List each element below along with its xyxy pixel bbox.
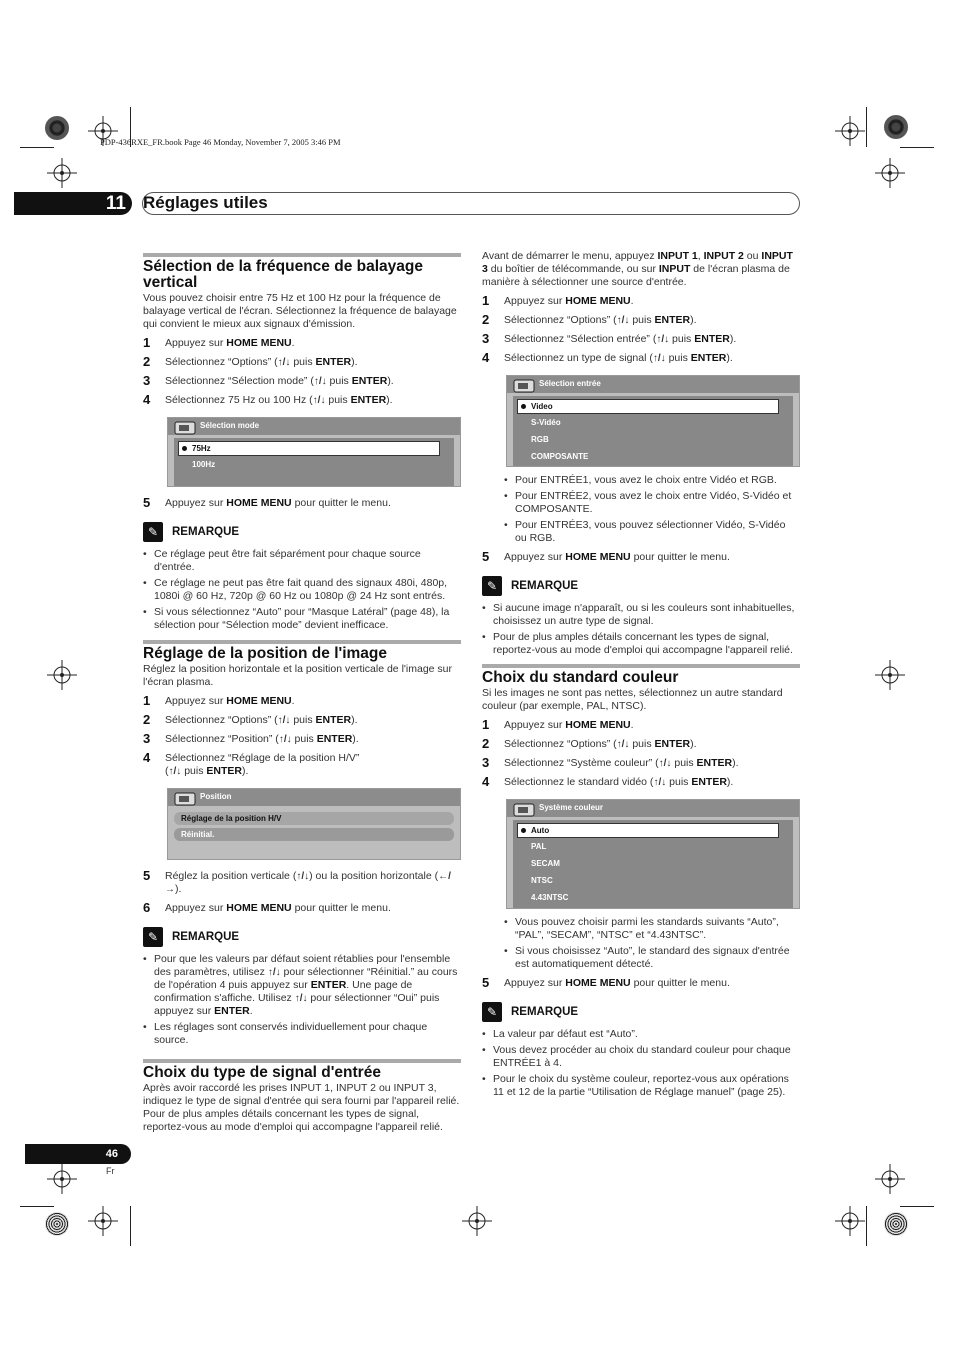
- osd-body: [513, 396, 793, 466]
- note-header: [482, 576, 800, 598]
- page-number: 46: [25, 1144, 131, 1164]
- section-color-standard: [482, 664, 800, 1099]
- osd-option[interactable]: 100Hz: [192, 460, 216, 469]
- up-down-arrow-icon: ↑/↓: [267, 967, 281, 978]
- note-item: • Pour de plus amples détails concernant les types de signal, reportez-vous au mode d'emploi qui accompagne l'appareil relié.: [482, 631, 800, 657]
- left-column: [143, 253, 461, 1134]
- crosshair-mark: [835, 116, 865, 146]
- osd-option[interactable]: 4.43NTSC: [531, 893, 569, 902]
- step-5: 5 Appuyez sur HOME MENU pour quitter le menu.: [482, 549, 730, 564]
- up-down-arrow-icon: ↑/↓: [652, 353, 666, 364]
- note-item: • Si aucune image n'apparaît, ou si les couleurs sont inhabituelles, choisissez un autre type de signal.: [482, 602, 800, 628]
- crop-line: [866, 107, 867, 147]
- note-item: • La valeur par défaut est “Auto”.: [482, 1028, 800, 1041]
- step-2: 2 Sélectionnez “Options” (↑/↓ puis ENTER).: [143, 354, 358, 369]
- registration-mark: [884, 115, 908, 139]
- step-1: 1 Appuyez sur HOME MENU.: [482, 717, 634, 732]
- osd-option-selected[interactable]: Réglage de la position H/V: [174, 812, 454, 825]
- crop-line: [20, 147, 54, 148]
- step-4: 4 Sélectionnez un type de signal (↑/↓ puis ENTER).: [482, 350, 733, 365]
- note-header: [143, 522, 461, 544]
- note-header: [482, 1002, 800, 1024]
- up-down-arrow-icon: ↑/↓: [312, 395, 326, 406]
- menu-remote-icon: [512, 801, 538, 818]
- osd-title: Sélection mode: [168, 418, 460, 435]
- section-rule: [143, 1059, 461, 1063]
- input-options-list: [482, 474, 800, 545]
- pencil-note-icon: ✎: [482, 1002, 502, 1022]
- step-2: 2 Sélectionnez “Options” (↑/↓ puis ENTER).: [143, 712, 358, 727]
- crop-line: [20, 1206, 54, 1207]
- osd-body: [174, 438, 454, 486]
- note-list: [482, 602, 800, 657]
- color-options-list: [482, 916, 800, 971]
- osd-selection-mode: [167, 417, 461, 487]
- section-intro: Réglez la position horizontale et la position verticale de l'image sur l'écran plasma.: [143, 663, 453, 688]
- up-down-arrow-icon: ↑/↓: [168, 766, 182, 777]
- osd-option[interactable]: COMPOSANTE: [531, 452, 589, 461]
- list-item: • Pour ENTRÉE3, vous pouvez sélectionner Vidéo, S-Vidéo ou RGB.: [504, 519, 800, 545]
- section-image-position: [143, 640, 461, 1047]
- note-list: [143, 953, 461, 1047]
- list-item: • Si vous choisissez “Auto”, le standard des signaux d'entrée est automatiquement détecté.: [504, 945, 800, 971]
- up-down-arrow-icon: ↑/↓: [294, 993, 308, 1004]
- language-code: Fr: [106, 1166, 115, 1176]
- left-right-arrow-icon: ←/→: [165, 871, 451, 895]
- list-item: • Pour ENTRÉE1, vous avez le choix entre Vidéo et RGB.: [504, 474, 800, 487]
- up-down-arrow-icon: ↑/↓: [296, 871, 310, 882]
- osd-option[interactable]: PAL: [531, 842, 547, 851]
- crosshair-mark: [835, 1206, 865, 1236]
- note-header: [143, 927, 461, 949]
- crop-line: [900, 1206, 934, 1207]
- osd-input-selection: [506, 375, 800, 467]
- up-down-arrow-icon: ↑/↓: [278, 734, 292, 745]
- up-down-arrow-icon: ↑/↓: [616, 315, 630, 326]
- osd-title: Système couleur: [507, 800, 799, 817]
- osd-option[interactable]: SECAM: [531, 859, 560, 868]
- section-continuation: Avant de démarrer le menu, appuyez INPUT 1, INPUT 2 ou INPUT 3 du boîtier de télécommande, ou sur INPUT de l'écran plasma de manière à sélectionner une source d'entrée.: [482, 250, 793, 288]
- section-rule: [143, 253, 461, 257]
- osd-title: Sélection entrée: [507, 376, 799, 393]
- section-rule: [143, 640, 461, 644]
- step-5: 5 Réglez la position verticale (↑/↓) ou la position horizontale (←/→).: [143, 868, 451, 895]
- note-label: REMARQUE: [511, 1006, 579, 1018]
- step-3: 3 Sélectionnez “Position” (↑/↓ puis ENTER).: [143, 731, 359, 746]
- step-5: 5 Appuyez sur HOME MENU pour quitter le menu.: [482, 975, 730, 990]
- section-title: Réglage de la position de l'image: [143, 645, 387, 662]
- step-2: 2 Sélectionnez “Options” (↑/↓ puis ENTER).: [482, 312, 697, 327]
- note-item: • Les réglages sont conservés individuellement pour chaque source.: [143, 1021, 461, 1047]
- osd-option[interactable]: RGB: [531, 435, 549, 444]
- crosshair-mark: [875, 1164, 905, 1194]
- section-vertical-frequency: [143, 253, 461, 632]
- osd-option-selected[interactable]: 75Hz: [178, 441, 440, 456]
- section-title: Choix du standard couleur: [482, 669, 679, 686]
- step-1: 1 Appuyez sur HOME MENU.: [482, 293, 634, 308]
- note-label: REMARQUE: [511, 580, 579, 592]
- up-down-arrow-icon: ↑/↓: [277, 357, 291, 368]
- up-down-arrow-icon: ↑/↓: [658, 758, 672, 769]
- section-intro: Si les images ne sont pas nettes, sélectionnez un autre standard couleur (par exemple, PAL, NTSC).: [482, 687, 783, 712]
- step-3: 3 Sélectionnez “Système couleur” (↑/↓ puis ENTER).: [482, 755, 739, 770]
- crosshair-mark: [47, 660, 77, 690]
- step-3: 3 Sélectionnez “Sélection mode” (↑/↓ puis ENTER).: [143, 373, 394, 388]
- right-column: [482, 250, 800, 1102]
- step-1: 1 Appuyez sur HOME MENU.: [143, 335, 295, 350]
- step-4: 4 Sélectionnez le standard vidéo (↑/↓ puis ENTER).: [482, 774, 734, 789]
- chapter-number: 11: [14, 192, 132, 215]
- section-rule: [482, 664, 800, 668]
- note-item: • Pour que les valeurs par défaut soient rétablies pour l'ensemble des paramètres, utilisez ↑/↓ pour sélectionner “Réinitial.” au cours de l'opération 4 puis appuyez sur ENTER. Une page de confirmation s'affiche. Utilisez ↑/↓ pour sélectionner “Oui” puis appuyez sur ENTER.: [143, 953, 461, 1018]
- section-title: Choix du type de signal d'entrée: [143, 1064, 381, 1081]
- step-5: 5 Appuyez sur HOME MENU pour quitter le menu.: [143, 495, 391, 510]
- osd-option[interactable]: Réinitial.: [174, 828, 454, 841]
- up-down-arrow-icon: ↑/↓: [277, 715, 291, 726]
- step-3: 3 Sélectionnez “Sélection entrée” (↑/↓ puis ENTER).: [482, 331, 737, 346]
- crop-line: [130, 1206, 131, 1246]
- note-item: • Pour le choix du système couleur, reportez-vous aux opérations 11 et 12 de la partie “Utilisation de Réglage manuel” (page 25).: [482, 1073, 800, 1099]
- up-down-arrow-icon: ↑/↓: [653, 777, 667, 788]
- chapter-title: Réglages utiles: [143, 193, 268, 212]
- menu-remote-icon: [512, 377, 538, 394]
- step-4: 4 Sélectionnez “Réglage de la position H/V” (↑/↓ puis ENTER).: [143, 750, 360, 777]
- step-1: 1 Appuyez sur HOME MENU.: [143, 693, 295, 708]
- section-title: Sélection de la fréquence de balayage vertical: [143, 258, 423, 291]
- osd-option[interactable]: NTSC: [531, 876, 553, 885]
- step-4: 4 Sélectionnez 75 Hz ou 100 Hz (↑/↓ puis ENTER).: [143, 392, 393, 407]
- note-label: REMARQUE: [172, 526, 240, 538]
- list-item: • Pour ENTRÉE2, vous avez le choix entre Vidéo, S-Vidéo et COMPOSANTE.: [504, 490, 800, 516]
- menu-remote-icon: [173, 419, 199, 436]
- section-intro: Vous pouvez choisir entre 75 Hz et 100 Hz pour la fréquence de balayage vertical de l'écran. Sélectionnez la fréquence de balayage qui convient le mieux aux signaux d'émission.: [143, 292, 457, 330]
- up-down-arrow-icon: ↑/↓: [313, 376, 327, 387]
- pencil-note-icon: ✎: [482, 576, 502, 596]
- pencil-note-icon: ✎: [143, 927, 163, 947]
- print-header: PDP-436RXE_FR.book Page 46 Monday, November 7, 2005 3:46 PM: [100, 137, 341, 147]
- osd-option-selected[interactable]: Video: [517, 399, 779, 414]
- up-down-arrow-icon: ↑/↓: [656, 334, 670, 345]
- osd-position: [167, 788, 461, 860]
- registration-mark: [884, 1212, 908, 1236]
- osd-option-selected[interactable]: Auto: [517, 823, 779, 838]
- note-item: • Ce réglage ne peut pas être fait quand des signaux 480i, 480p, 1080i @ 60 Hz, 720p @ 60 Hz ou 1080p @ 24 Hz sont entrés.: [143, 577, 461, 603]
- list-item: • Vous pouvez choisir parmi les standards suivants “Auto”, “PAL”, “SECAM”, “NTSC” et “4.43NTSC”.: [504, 916, 800, 942]
- registration-mark: [45, 1212, 69, 1236]
- note-list: [143, 548, 461, 632]
- osd-body: [513, 820, 793, 908]
- note-list: [482, 1028, 800, 1099]
- section-input-signal-type: [143, 1059, 461, 1134]
- note-item: • Vous devez procéder au choix du standard couleur pour chaque ENTRÉE1 à 4.: [482, 1044, 800, 1070]
- crosshair-mark: [462, 1206, 492, 1236]
- crosshair-mark: [875, 660, 905, 690]
- up-down-arrow-icon: ↑/↓: [616, 739, 630, 750]
- step-2: 2 Sélectionnez “Options” (↑/↓ puis ENTER).: [482, 736, 697, 751]
- crosshair-mark: [47, 1164, 77, 1194]
- pencil-note-icon: ✎: [143, 522, 163, 542]
- crosshair-mark: [88, 1206, 118, 1236]
- note-item: • Si vous sélectionnez “Auto” pour “Masque Latéral” (page 48), la sélection pour “Sélection mode” devient inefficace.: [143, 606, 461, 632]
- section-intro: Après avoir raccordé les prises INPUT 1, INPUT 2 ou INPUT 3, indiquez le type de signal d'entrée qui sera fourni par l'appareil relié. Pour de plus amples détails concernant les types de signal, reportez-vous au mode d'emploi qui accompagne l'appareil relié.: [143, 1082, 460, 1133]
- menu-remote-icon: [173, 790, 199, 807]
- crop-line: [900, 147, 934, 148]
- crosshair-mark: [47, 158, 77, 188]
- step-6: 6 Appuyez sur HOME MENU pour quitter le menu.: [143, 900, 391, 915]
- registration-mark: [45, 116, 69, 140]
- osd-color-system: [506, 799, 800, 909]
- osd-option[interactable]: S-Vidéo: [531, 418, 561, 427]
- crosshair-mark: [875, 158, 905, 188]
- crop-line: [866, 1206, 867, 1246]
- osd-title: Position: [168, 789, 460, 806]
- note-label: REMARQUE: [172, 931, 240, 943]
- note-item: • Ce réglage peut être fait séparément pour chaque source d'entrée.: [143, 548, 461, 574]
